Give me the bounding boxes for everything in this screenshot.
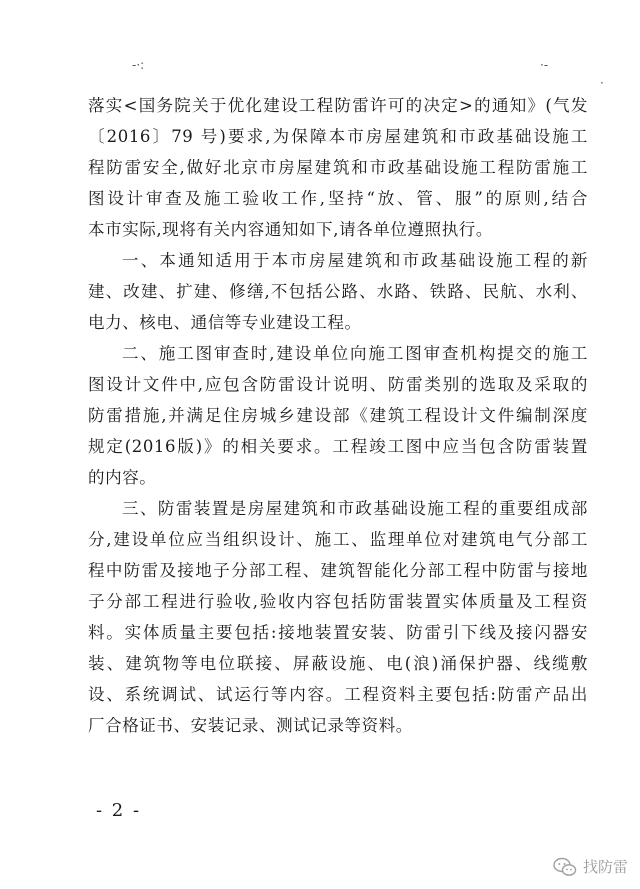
text-line: 本市实际,现将有关内容通知如下,请各单位遵照执行。	[88, 220, 493, 239]
text-line: 厂合格证书、安装记录、测试记录等资料。	[88, 716, 413, 735]
text-line: 建、改建、扩建、修缮,不包括公路、水路、铁路、民航、水利、	[88, 282, 588, 301]
text-line: 的内容。	[88, 468, 157, 487]
text-line: 电力、核电、通信等专业建设工程。	[88, 313, 362, 332]
watermark	[553, 856, 628, 877]
wechat-icon	[553, 857, 577, 877]
paragraph-section-1	[88, 251, 588, 332]
text-line: 图设计文件中,应包含防雷设计说明、防雷类别的选取及采取的	[88, 375, 588, 394]
text-line: 规定(2016版)》的相关要求。工程竣工图中应当包含防雷装置	[88, 437, 588, 456]
text-line: 分,建设单位应当组织设计、施工、监理单位对建筑电气分部工	[88, 530, 588, 549]
scan-artifact: ·	[600, 76, 604, 90]
paragraph-section-3	[88, 499, 588, 735]
text-line: 图设计审查及施工验收工作,坚持“放、管、服”的原则,结合	[88, 189, 588, 208]
document-body	[88, 96, 588, 747]
scan-artifact: -·:	[132, 58, 145, 72]
text-line: 料。实体质量主要包括:接地装置安装、防雷引下线及接闪器安	[88, 623, 588, 642]
text-line: 〔2016〕79 号)要求,为保障本市房屋建筑和市政基础设施工	[88, 127, 588, 146]
text-line: 程防雷安全,做好北京市房屋建筑和市政基础设施工程防雷施工	[88, 158, 588, 177]
scan-artifact: ·-	[540, 58, 549, 72]
paragraph-section-2	[88, 344, 588, 487]
watermark-label: 找防雷	[582, 858, 628, 876]
text-line: 防雷措施,并满足住房城乡建设部《建筑工程设计文件编制深度	[88, 406, 588, 425]
text-line: 二、施工图审查时,建设单位向施工图审查机构提交的施工	[122, 344, 588, 363]
text-line: 三、防雷装置是房屋建筑和市政基础设施工程的重要组成部	[122, 499, 588, 518]
page-number: - 2 -	[96, 800, 142, 821]
text-line: 设、系统调试、试运行等内容。工程资料主要包括:防雷产品出	[88, 685, 588, 704]
text-line: 程中防雷及接地子分部工程、建筑智能化分部工程中防雷与接地	[88, 561, 588, 580]
paragraph-intro	[88, 96, 588, 239]
text-line: 装、建筑物等电位联接、屏蔽设施、电(浪)涌保护器、线缆敷	[88, 654, 588, 673]
text-line: 一、本通知适用于本市房屋建筑和市政基础设施工程的新	[122, 251, 588, 270]
text-line: 落实<国务院关于优化建设工程防雷许可的决定>的通知》(气发	[88, 96, 588, 115]
text-line: 子分部工程进行验收,验收内容包括防雷装置实体质量及工程资	[88, 592, 588, 611]
